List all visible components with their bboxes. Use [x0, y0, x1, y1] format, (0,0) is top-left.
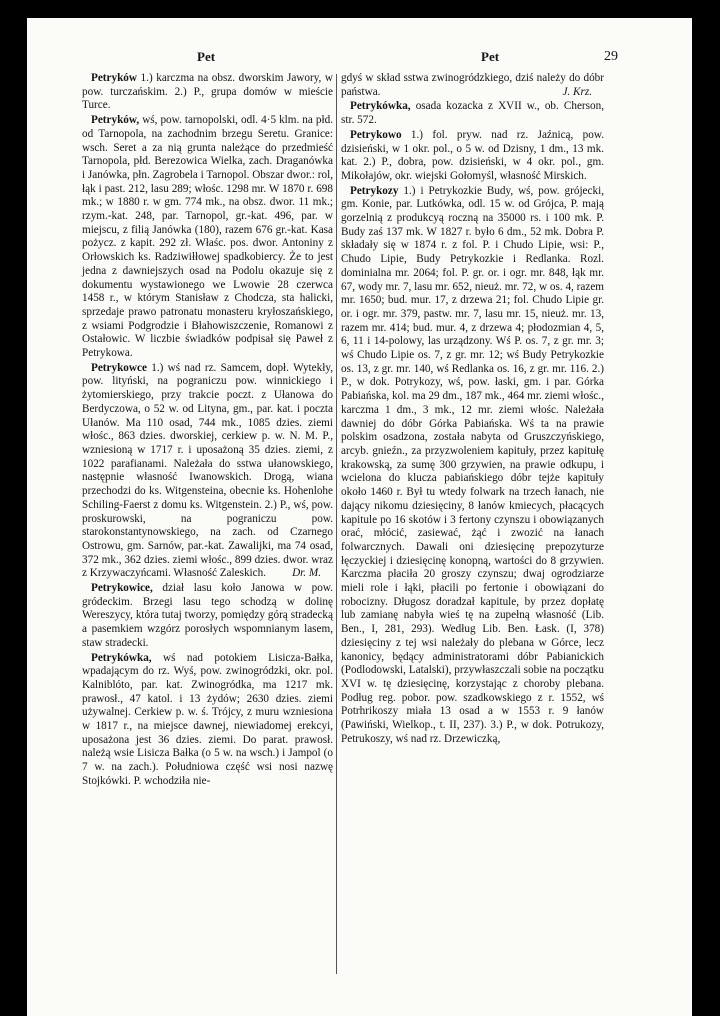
entry-text: dział lasu koło Janowa w pow. gródeckim. Brzegi lasu tego schodzą w dolinę Wereszycy, która tutaj tworzy, pomiędzy górą stradecką a pasemkiem wzgórz porosłych wspomnianym lasem, staw stradecki. — [82, 582, 333, 649]
author-signature: J. Krz. — [562, 85, 592, 98]
left-running-head: Pet — [197, 49, 216, 64]
entry-headword: Petryków — [91, 72, 137, 84]
left-column — [82, 72, 333, 790]
entry-petrykowka-2 — [341, 100, 604, 127]
entry-text: wś, pow. tarnopolski, odl. 4·5 klm. na płd. od Tarnopola, na zachodnim brzegu Seretu. Granice: wsch. Seret a za nią grunta należące do przedmieść Tarnopola, płd. Berezowica Wielka, zach. Draganówka i Janówka, płn. Zagrobela i Tarnopol. Obszar dwor.: rol, łąk i past. 212, lasu 289; włośc. 1298 mr. W 1870 r. 698 mk.; w 1880 r. w gm. 774 mk., na obsz. dwor. 11 mk.; rzym.-kat. 248, par. Tarnopol, gr.-kat. 496, par. w miejscu, z filią Janówka (180), razem 676 gr.-kat. Kasa pożycz. z kapit. 292 zł. Właśc. pos. dwor. Antoniny z Orłowskich ks. Radziwiłłowej spadkobiercy. Że to jest jedna z dawniejszych osad na Podolu okazuje się z dokumentu wystawionego we Lwowie 28 czerwca 1458 r., w którym Stanisław z Chodcza, sta halicki, sprzedaje prawo patronatu monasteru kryłoszańskiego, z wsiami Podgrodzie i Błahowiszczenie, Romanowi z Ostałowic. W liczbie świadków podpisał się Paweł z Petrykowa. — [82, 114, 333, 360]
running-header — [27, 49, 692, 69]
entry-headword: Petrykówka, — [91, 651, 152, 664]
dictionary-page — [27, 18, 692, 1016]
entry-headword: Petryków, — [91, 114, 140, 127]
entry-petrykow-1 — [82, 72, 333, 113]
entry-text: 1.) wś nad rz. Samcem, dopł. Wytekły, pow. lityński, na pograniczu pow. winnickiego i żytomierskiego, przy trakcie poczt. z Ułanowa do Berdyczowa, o 52 w. od Lityna, gm., par. kat. i poczta Ułanów. Ma 110 osad, 744 mk., 1085 dzies. ziemi włośc., 863 dzies. dworskiej, cerkiew p. w. N. M. P., wzniesioną w 1717 r. i uposażoną 35 dzies. ziemi, z 1022 parafianami. Należała do sstwa ułanowskiego, następnie własność Iwanowskich. Drogą, wiana przechodzi do ks. Witgensteina, obecnie ks. Hohenlohe Schiling-Faerst z domu ks. Witgenstein. 2.) P., wś, pow. proskurowski, na pograniczu pow. starokonstantynowskiego, na zach. od Czarnego Ostrowu, gm. Sarnów, par.-kat. Zawalijki, ma 74 osad, 372 mk., 362 dzies. ziemi włośc., 899 dzies. dwor. wraz z Krzywaczyńcami. Własność Zaleskich. — [82, 361, 333, 580]
entry-text: osada kozacka z XVII w., ob. Cherson, str. 572. — [341, 100, 604, 127]
entry-text: wś nad potokiem Lisicza-Bałka, wpadającym do rz. Wyś, pow. zwinogródzki, okr. pol. Kalniblóto, par. kat. Zwinogródka, ma 1217 mk. prawosł., 47 katol. i 13 żydów; 2630 dzies. ziemi używalnej. Cerkiew p. w. ś. Trójcy, z muru wzniesiona w 1817 r., na miejsce dawnej, niewiadomej erekcyi, uposażona jest 36 dzies. ziemi. Do parat. prawosł. należą wsie Lisicza Bałka (o 5 w. na wsch.) i Jampol (o 7 w. na zach.). Południowa część wsi nosi nazwę Stojkówki. P. wchodziła nie- — [82, 651, 333, 787]
right-column — [341, 72, 604, 747]
entry-petrykozy — [341, 185, 604, 747]
page-number: 29 — [604, 49, 618, 64]
column-divider — [336, 74, 337, 974]
entry-headword: Petrykowce — [91, 361, 147, 374]
entry-petrykowice — [82, 582, 333, 651]
author-signature: Dr. M. — [292, 567, 321, 580]
entry-headword: Petrykowice, — [91, 582, 153, 595]
entry-text: 1.) fol. pryw. nad rz. Jaźnicą, pow. dzisieński, w 1 okr. pol., o 5 w. od Dzisny, 1 dm., 13 mk. kat. 2.) P., dobra, pow. dzisieński, w 4 okr. pol., gm. Mikołajów, okr. wiejski Gołomyśl, własność Mirskich. — [341, 128, 604, 182]
entry-petrykowka-1 — [82, 652, 333, 789]
right-running-head: Pet — [481, 49, 500, 64]
entry-text: 1.) i Petrykozkie Budy, wś, pow. grójecki, gm. Konie, par. Lutkówka, odl. 15 w. od Grójca, P. mają gorzelnią z produkcyą roczną na 35000 rs. i 100 mk. P. Budy zaś 137 mk. W 1827 r. było 6 dm., 52 mk. Dobra P. składały się w 1874 r. z fol. P. i Chudo Lipie, wsi: P., Chudo Lipie, Budy Petrykozkie i Redlanka. Rozl. dominialna mr. 2064; fol. P. gr. or. i ogr. mr. 848, łąk mr. 67, wody mr. 7, lasu mr. 652, nieuż. mr. 72, w os. 4, razem mr. 1650; bud. mur. 17, z drzewa 21; fol. Chudo Lipie gr. or. i ogr. mr. 379, pastw. mr. 7, lasu mr. 15, nieuż. mr. 13, razem mr. 414; bud. mur. 4, z drzewa 4; płodozmian 4, 5, 6, 11 i 14-polowy, las urządzony. Wś P. os. 7, z gr. mr. 3; wś Chudo Lipie os. 7, z gr. mr. 12; wś Budy Petrykozkie os. 13, z gr. mr. 140, wś Redlanka os. 16, z gr. mr. 116. 2.) P., w dok. Potrykozy, wś, pow. łaski, gm. i par. Górka Pabiańska, kol. ma 29 dm., 187 mk., 464 mr. ziemi włośc., karczma 1 dm., 3 mk., 12 mr. ziemi włośc. Należała dawniej do dóbr Górka Pabiańska. Wś ta na prawie polskim osadzona, została nabyta od Gruszczyńskiego, arcyb. gnieźn., za przyzwoleniem kapituły, przez kapitułę krakowską, za sumę 300 grzywien, na prawie odkupu, i wcielona do klucza pabiańskiego dóbr tejże kapituły około 1460 r. Był tu wtedy folwark na trzech łanach, nie dający nikomu dziesięciny, 8 łanów kmiecych, płacących kapitule po 16 skotów i 3 fertony czynszu i obowiązanych orać, młócić, zasiewać, żąć i zwozić na łanach folwarcznych. Dawali oni dziesięcinę prepozyturze łęczyckiej i dziesięcinę konopną, wartości do 8 grzywien. Karczma płaciła 20 groszy czynszu; dwaj ogrodziarze mieli role i łąki, płacili po fertonie i obowiązani do robocizny. Długosz doradzał kapitule, by przez dopłatę lub zamianę nabyła wieś tę na zupełną własność (Lib. Ben., I, 281, 293). Według Lib. Ben. Łask. (I, 378) dziesięciny z tej wsi należały do plebana w Górce, lecz kanonicy, będący administratorami dóbr Pabianickich (Podlodowski, Latalski), przywłaszczali sobie na początku XVI w. tę dziesięcinę, korzystając z choroby plebana. Podług reg. pobor. pow. szadkowskiego z r. 1552, wś Potrhrikoszy miała 13 osad a w 1553 r. 9 łanów (Pawiński, Wielkop., t. II, 237). 3.) P., w dok. Potrukozy, Petrukoszy, wś nad rz. Drzewiczką, — [341, 184, 604, 745]
entry-text: gdyś w skład sstwa zwinogródzkiego, dziś należy do dóbr państwa. — [341, 72, 604, 98]
entry-headword: Petrykowo — [350, 128, 402, 141]
entry-petrykowce — [82, 362, 333, 581]
entry-continuation — [341, 72, 604, 99]
entry-headword: Petrykozy — [350, 184, 399, 197]
entry-petrykow-2 — [82, 114, 333, 361]
entry-petrykowo — [341, 129, 604, 184]
entry-headword: Petrykówka, — [350, 100, 411, 113]
entry-text: 1.) karczma na obsz. dworskim Jawory, w pow. turczańskim. 2.) P., grupa domów w mieście Turce. — [82, 72, 333, 112]
